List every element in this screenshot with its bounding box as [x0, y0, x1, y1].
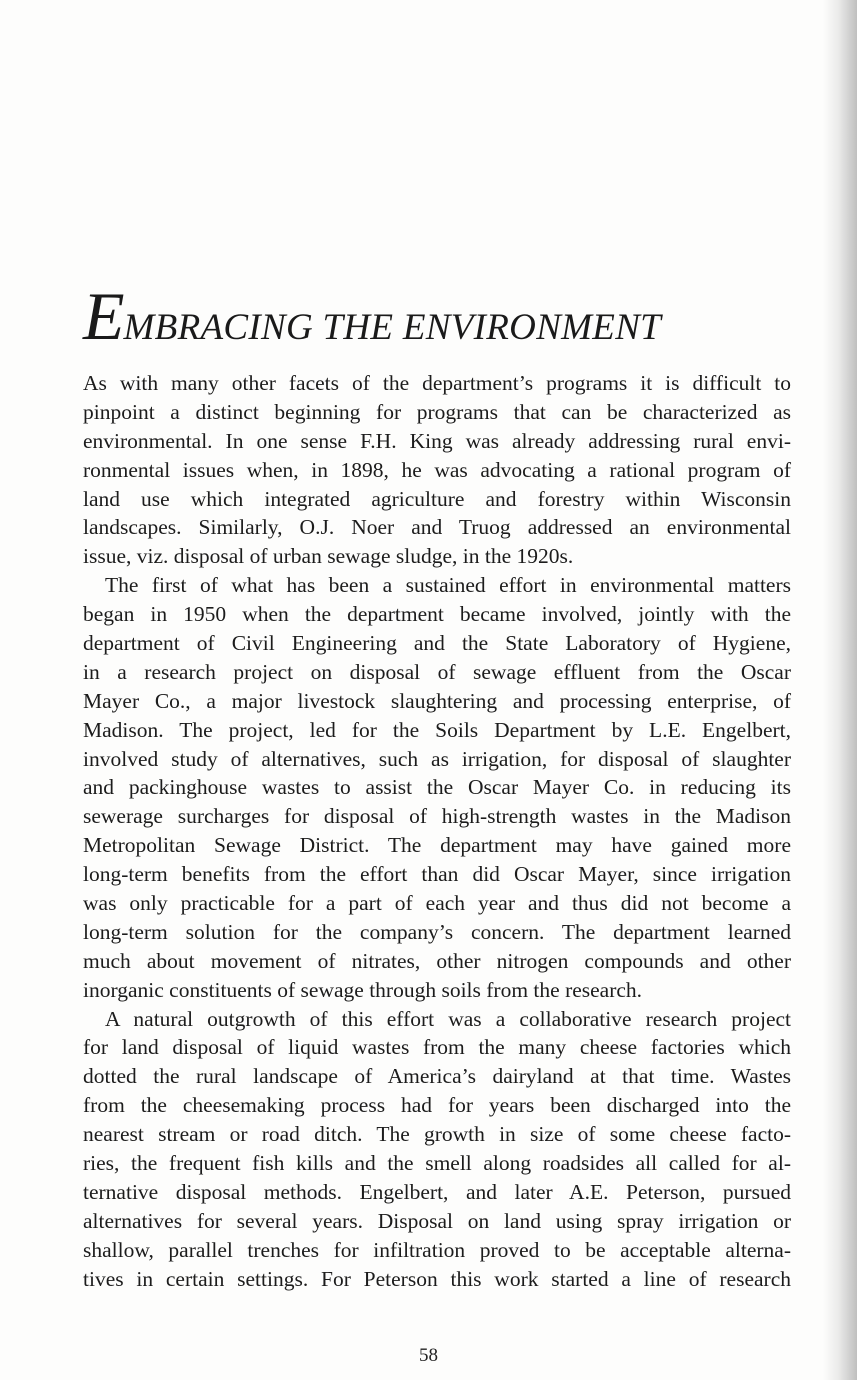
text-line: ronmental issues when, in 1898, he was advocating a rational program of — [83, 457, 791, 482]
text-line: ries, the frequent fish kills and the smell along roadsides all called for al- — [83, 1151, 791, 1176]
text-line: sewerage surcharges for disposal of high-strength wastes in the Madison — [83, 804, 791, 829]
text-line: land use which integrated agriculture and forestry within Wisconsin — [83, 486, 791, 511]
text-line: in a research project on disposal of sewage effluent from the Oscar — [83, 659, 791, 684]
text-line: tives in certain settings. For Peterson this work started a line of research — [83, 1266, 791, 1291]
text-line: Metropolitan Sewage District. The department may have gained more — [83, 833, 791, 858]
heading-initial: E — [83, 278, 124, 354]
text-line: ternative disposal methods. Engelbert, and later A.E. Peterson, pursued — [83, 1179, 791, 1204]
text-line: landscapes. Similarly, O.J. Noer and Truog addressed an environmental — [83, 515, 791, 540]
text-line: long-term solution for the company’s concern. The department learned — [83, 919, 791, 944]
text-line: involved study of alternatives, such as irrigation, for disposal of slaughter — [83, 746, 791, 771]
text-line: Madison. The project, led for the Soils Department by L.E. Engelbert, — [83, 717, 791, 742]
text-line: much about movement of nitrates, other nitrogen compounds and other — [83, 948, 791, 973]
text-line: shallow, parallel trenches for infiltration proved to be acceptable alterna- — [83, 1237, 791, 1262]
text-line: environmental. In one sense F.H. King was already addressing rural envi- — [83, 428, 791, 453]
page-gutter-shadow — [823, 0, 857, 1380]
text-line: dotted the rural landscape of America’s dairyland at that time. Wastes — [83, 1064, 791, 1089]
text-line: issue, viz. disposal of urban sewage sludge, in the 1920s. — [83, 544, 574, 569]
paragraph-3 — [83, 1005, 791, 1294]
section-heading — [83, 278, 662, 354]
text-line: long-term benefits from the effort than did Oscar Mayer, since irrigation — [83, 862, 791, 887]
text-line: A natural outgrowth of this effort was a collaborative research project — [105, 1006, 791, 1031]
heading-rest: MBRACING THE ENVIRONMENT — [123, 307, 662, 348]
text-line: pinpoint a distinct beginning for programs that can be characterized as — [83, 399, 791, 424]
body-text — [83, 369, 791, 1294]
paragraph-2 — [83, 571, 791, 1004]
text-line: alternatives for several years. Disposal on land using spray irrigation or — [83, 1208, 791, 1233]
page-number: 58 — [419, 1345, 438, 1366]
text-line: Mayer Co., a major livestock slaughtering and processing enterprise, of — [83, 688, 791, 713]
text-line: for land disposal of liquid wastes from the many cheese factories which — [83, 1035, 791, 1060]
paragraph-1 — [83, 369, 791, 571]
text-line: began in 1950 when the department became involved, jointly with the — [83, 602, 791, 627]
text-line: from the cheesemaking process had for years been discharged into the — [83, 1093, 791, 1118]
text-line: As with many other facets of the department’s programs it is difficult to — [83, 371, 791, 395]
text-line: and packinghouse wastes to assist the Oscar Mayer Co. in reducing its — [83, 775, 791, 800]
text-line: The first of what has been a sustained effort in environmental matters — [105, 573, 791, 598]
text-line: inorganic constituents of sewage through soils from the research. — [83, 977, 643, 1002]
text-line: department of Civil Engineering and the State Laboratory of Hygiene, — [83, 631, 791, 656]
text-line: nearest stream or road ditch. The growth in size of some cheese facto- — [83, 1122, 791, 1147]
text-line: was only practicable for a part of each year and thus did not become a — [83, 891, 791, 916]
